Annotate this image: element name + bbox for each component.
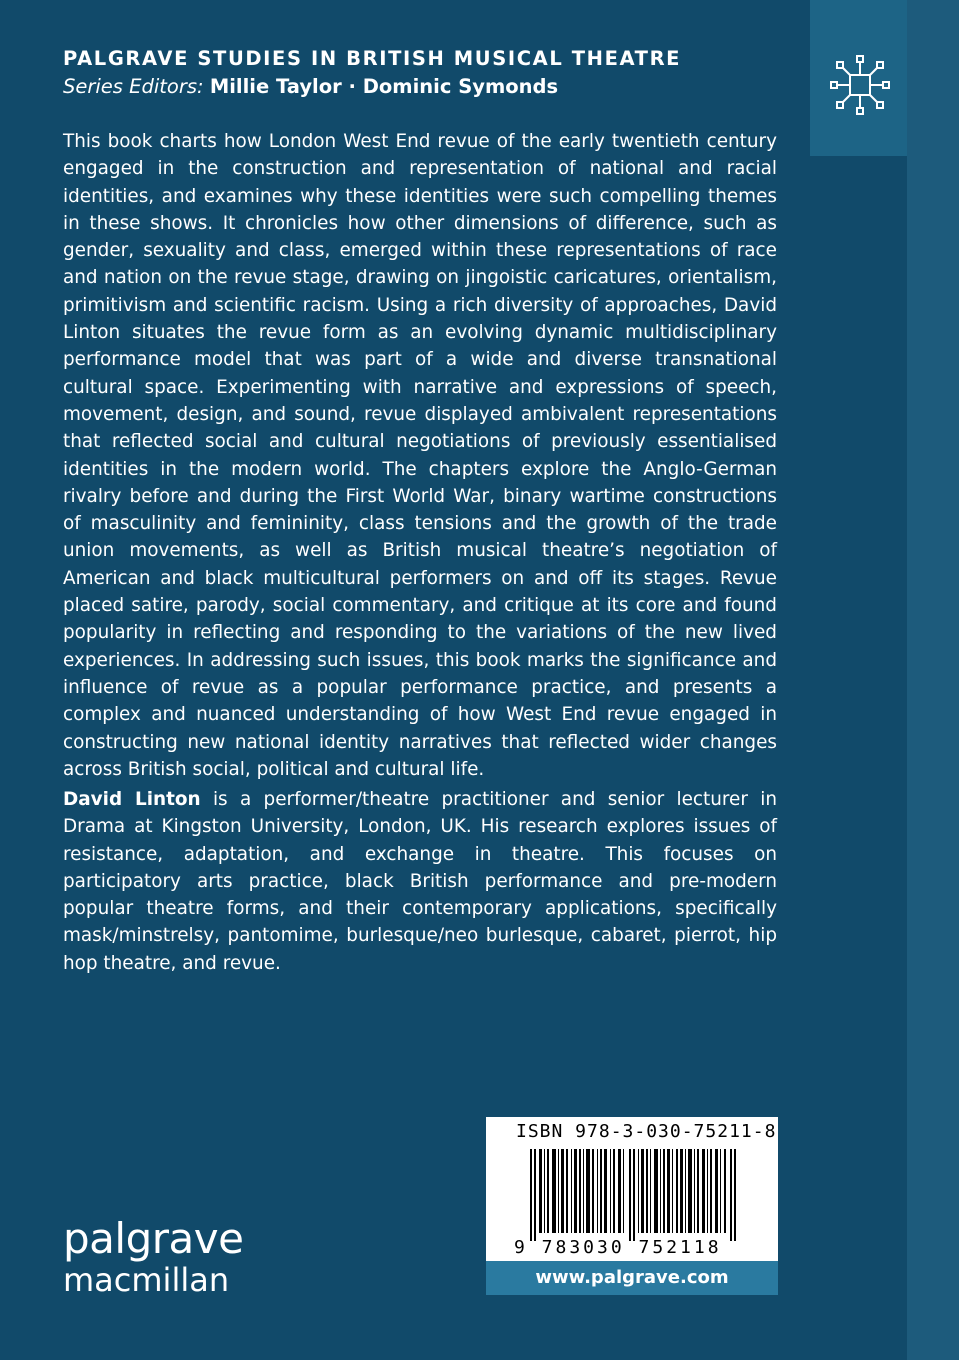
palgrave-snowflake-icon [830,55,890,115]
barcode-digits: 9 783030 752118 [514,1237,722,1258]
publisher-url: www.palgrave.com [535,1267,729,1288]
series-title: PALGRAVE STUDIES IN BRITISH MUSICAL THEATRE [63,47,682,70]
book-description: This book charts how London West End revue of the early twentieth century engaged in the construction and representation of national and racial identities, and examines why these identities were such compelling themes in these shows. It chronicles how other dimensions of difference, such as gender, sexuality and class, emerged within these representations of race and nation on the revue stage, drawing on jingoistic caricatures, orientalism, primitivism and scientific racism. Using a rich diversity of approaches, David Linton situates the revue form as an evolving dynamic multidisciplinary performance model that was part of a wide and diverse transnational cultural space. Experimenting with narrative and expressions of speech, movement, design, and sound, revue displayed ambivalent representations that reflected social and cultural negotiations of previously essentialised identities in the modern world. The chapters explore the Anglo-German rivalry before and during the First World War, binary wartime constructions of masculinity and femininity, class tensions and the growth of the trade union movements, as well as British musical theatre’s negotiation of American and black multicultural performers on and off its stages. Revue placed satire, parody, social commentary, and critique at its core and found popularity in reflecting and responding to the variations of the new lived experiences. In addressing such issues, this book marks the significance and influence of revue as a popular performance practice, and presents a complex and nuanced understanding of how West End revue engaged in constructing new national identity narratives that reflected wider changes across British social, political and cultural life. [63,131,777,780]
isbn-number: ISBN 978-3-030-75211-8 [516,1121,777,1142]
publisher-logo-macmillan: macmillan [63,1261,230,1299]
series-editors [63,75,558,98]
editors-names: Millie Taylor · Dominic Symonds [209,75,559,98]
editors-label: Series Editors: [63,75,204,98]
publisher-badge [810,0,907,156]
spine-strip [907,0,959,1360]
author-bio-text: is a performer/theatre practitioner and senior lecturer in Drama at Kingston University, London, UK. His research explores issues of resistance, adaptation, and exchange in theatre. This focuses on participatory arts practice, black British performance and pre-modern popular theatre forms, and their contemporary applications, specifically mask/minstrelsy, pantomime, burlesque/neo burlesque, cabaret, pierrot, hip hop theatre, and revue. [63,789,778,974]
author-bio [63,786,777,977]
author-name: David Linton [63,789,201,810]
barcode [530,1149,740,1241]
publisher-url-bar [486,1261,778,1295]
publisher-logo-palgrave: palgrave [63,1214,244,1263]
isbn-barcode-box [486,1117,778,1261]
